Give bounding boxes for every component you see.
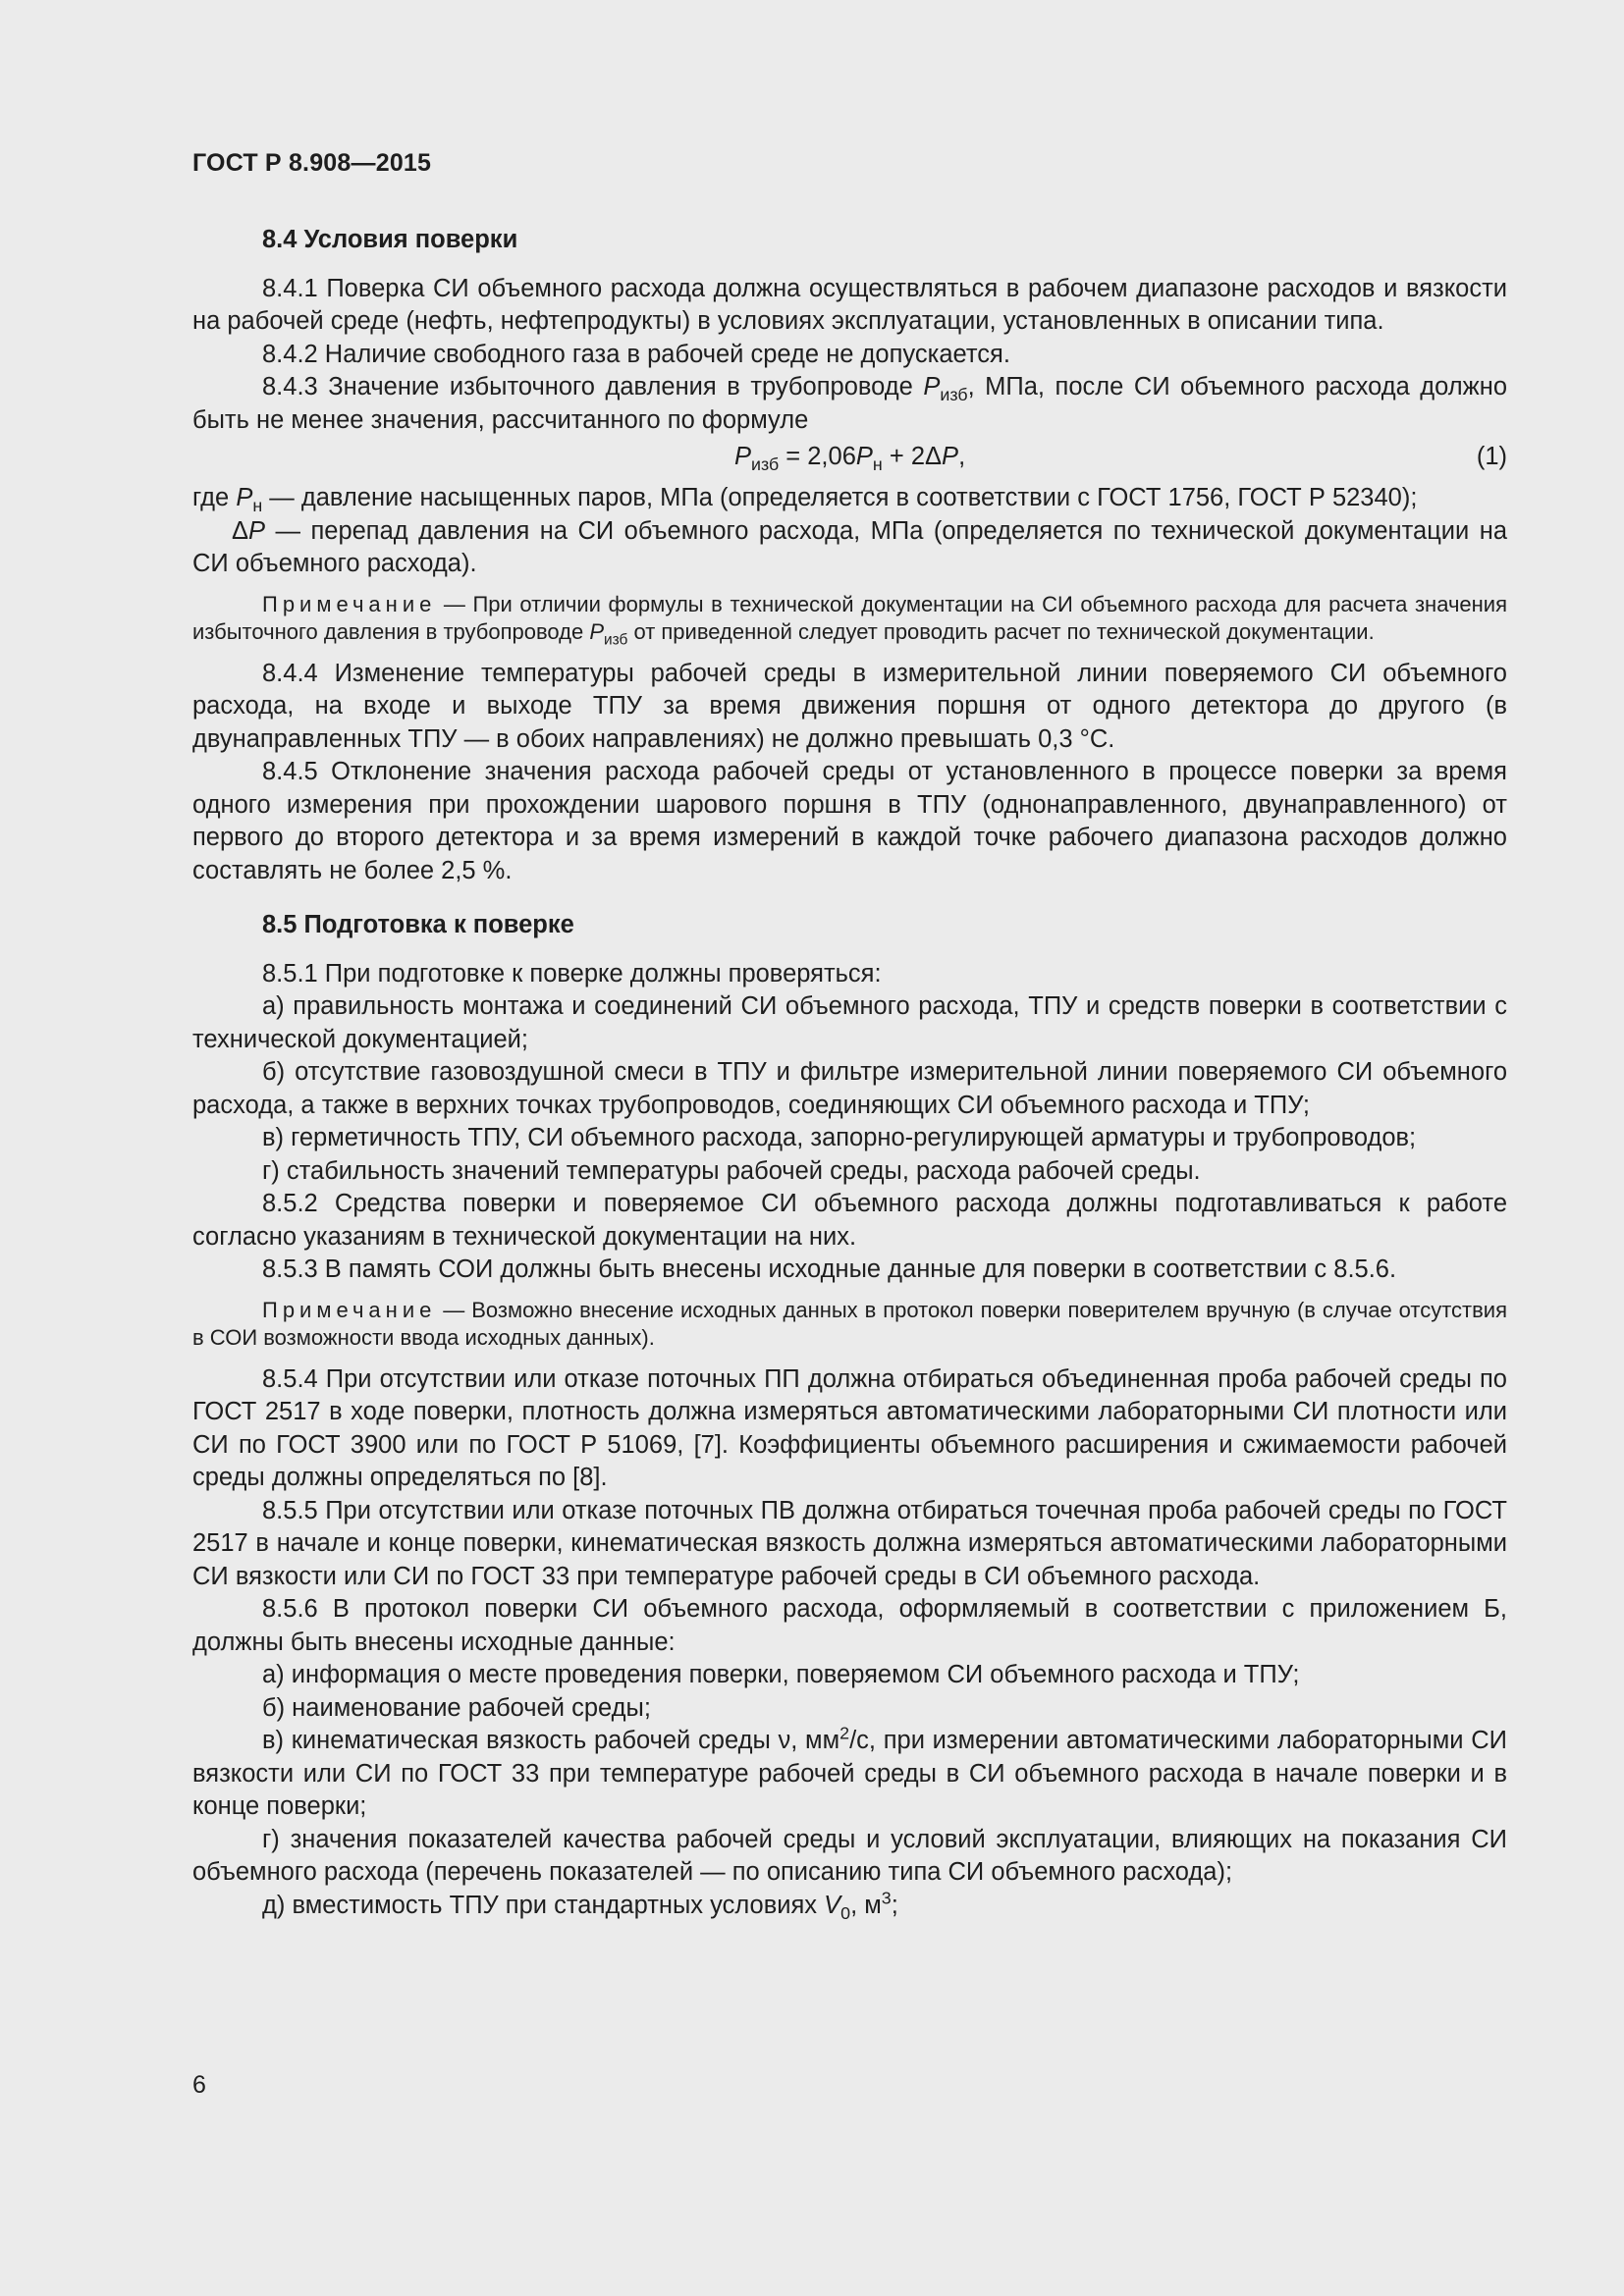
formula-where-pn: где $P_н$ — давление насыщенных паров, МПа (определяется в соответствии с ГОСТ 1756, ГОСТ Р 52340); xyxy=(192,484,1418,516)
note-label: Примечание xyxy=(262,1297,437,1322)
formula-1 xyxy=(192,441,1507,480)
note-2: Примечание — Возможно внесение исходных данных в протокол поверки поверителем вручную (в случае отсутствия в СОИ возможности ввода исходных данных). xyxy=(192,1297,1507,1350)
list-item-8-5-6-b: б) наименование рабочей среды; xyxy=(262,1693,651,1722)
paragraph-8-5-5: 8.5.5 При отсутствии или отказе поточных ПВ должна отбираться точечная проба рабочей среды по ГОСТ 2517 в начале и конце поверки, кинематическая вязкость должна измеряться автоматическими лабораторными СИ вязкости или СИ по ГОСТ 33 при температуре рабочей среды в СИ объемного расхода. xyxy=(192,1496,1507,1590)
document-header: ГОСТ Р 8.908—2015 xyxy=(192,149,432,177)
paragraph-8-5-1: 8.5.1 При подготовке к поверке должны проверяться: xyxy=(262,959,882,988)
formula-expression: $P_{изб} = 2,06P_н + 2\Delta P$, xyxy=(734,443,966,475)
paragraph-8-5-3: 8.5.3 В память СОИ должны быть внесены исходные данные для поверки в соответствии с 8.5.6. xyxy=(262,1255,1397,1283)
section-title-8-5: 8.5 Подготовка к поверке xyxy=(262,911,574,938)
paragraph-8-4-1: 8.4.1 Поверка СИ объемного расхода должна осуществляться в рабочем диапазоне расходов и вязкости на рабочей среде (нефть, нефтепродукты) в условиях эксплуатации, установленных в описании типа. xyxy=(192,274,1507,335)
paragraph-8-5-2: 8.5.2 Средства поверки и поверяемое СИ объемного расхода должны подготавливаться к работе согласно указаниям в технической документации на них. xyxy=(192,1190,1507,1251)
list-item-8-5-6-g: г) значения показателей качества рабочей среды и условий эксплуатации, влияющих на показания СИ объемного расхода (перечень показателей — по описанию типа СИ объемного расхода); xyxy=(192,1825,1507,1886)
note-1: Примечание — При отличии формулы в технической документации на СИ объемного расхода для расчета значения избыточного давления в трубопроводе $P_{изб}$ от приведенной следует проводить расчет по технической документации. xyxy=(192,591,1507,648)
note-label: Примечание xyxy=(262,591,437,616)
list-item-8-5-6-v: в) кинематическая вязкость рабочей среды ν, $мм^2/с$, при измерении автоматическими лабораторными СИ вязкости или СИ по ГОСТ 33 при температуре рабочей среды в СИ объемного расхода в начале поверки и в конце поверки; xyxy=(192,1723,1507,1820)
list-item-8-5-1-a: а) правильность монтажа и соединений СИ объемного расхода, ТПУ и средств поверки в соответствии с технической документацией; xyxy=(192,992,1507,1053)
paragraph-8-4-3: 8.4.3 Значение избыточного давления в трубопроводе $P_{изб}$, МПа, после СИ объемного расхода должно быть не менее значения, рассчитанного по формуле xyxy=(192,373,1507,434)
paragraph-8-4-5: 8.4.5 Отклонение значения расхода рабочей среды от установленного в процессе поверки за время одного измерения при прохождении шарового поршня в ТПУ (однонаправленного, двунаправленного) от первого до второго детектора и за время измерений в каждой точке рабочего диапазона расходов должно составлять не более 2,5 %. xyxy=(192,758,1507,884)
paragraph-8-5-6: 8.5.6 В протокол поверки СИ объемного расхода, оформляемый в соответствии с приложением Б, должны быть внесены исходные данные: xyxy=(192,1595,1507,1656)
list-item-8-5-6-d: д) вместимость ТПУ при стандартных условиях $V_0$, $м^3$; xyxy=(262,1888,898,1923)
section-title-8-4: 8.4 Условия поверки xyxy=(262,226,518,253)
formula-where-dp: ΔP — перепад давления на СИ объемного расхода, МПа (определяется по технической документации на СИ объемного расхода). xyxy=(192,516,1507,577)
document-body xyxy=(192,224,1507,1922)
formula-number: (1) xyxy=(1476,443,1507,470)
page-number: 6 xyxy=(192,2071,206,2099)
paragraph-8-4-2: 8.4.2 Наличие свободного газа в рабочей среде не допускается. xyxy=(262,340,1010,368)
paragraph-8-4-4: 8.4.4 Изменение температуры рабочей среды в измерительной линии поверяемого СИ объемного расхода, на входе и выходе ТПУ за время движения поршня от одного детектора до другого (в двунаправленных ТПУ — в обоих направлениях) не должно превышать 0,3 °С. xyxy=(192,659,1507,753)
list-item-8-5-1-b: б) отсутствие газовоздушной смеси в ТПУ и фильтре измерительной линии поверяемого СИ объемного расхода, а также в верхних точках трубопроводов, соединяющих СИ объемного расхода и ТПУ; xyxy=(192,1058,1507,1119)
list-item-8-5-6-a: а) информация о месте проведения поверки, поверяемом СИ объемного расхода и ТПУ; xyxy=(262,1661,1300,1688)
list-item-8-5-1-g: г) стабильность значений температуры рабочей среды, расхода рабочей среды. xyxy=(262,1156,1201,1185)
paragraph-8-5-4: 8.5.4 При отсутствии или отказе поточных ПП должна отбираться объединенная проба рабочей среды по ГОСТ 2517 в ходе поверки, плотность должна измеряться автоматическими лабораторными СИ плотности или СИ по ГОСТ 3900 или по ГОСТ Р 51069, [7]. Коэффициенты объемного расширения и сжимаемости рабочей среды должны определяться по [8]. xyxy=(192,1364,1507,1491)
list-item-8-5-1-v: в) герметичность ТПУ, СИ объемного расхода, запорно-регулирующей арматуры и трубопроводов; xyxy=(262,1124,1417,1151)
